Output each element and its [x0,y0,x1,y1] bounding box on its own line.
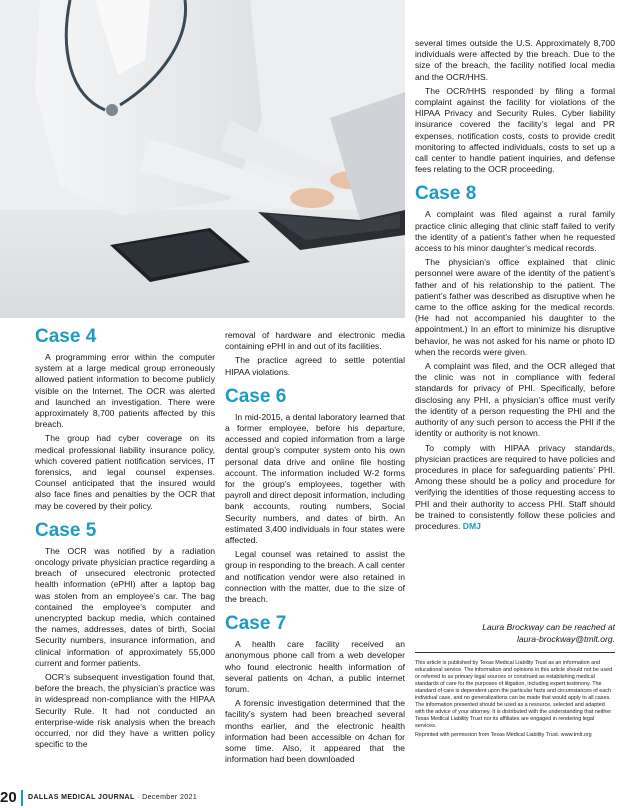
reprint-notice: Reprinted with permission from Texas Medical Liability Trust. www.tmlt.org [415,732,592,738]
case-8-heading: Case 8 [415,183,477,205]
case-7-continued-paragraph-1: several times outside the U.S. Approximately 8,700 individuals were affected by the breach. Due to the size of the breach, the facility notified local media and the OCR/HHS. [415,38,615,82]
author-line-1: Laura Brockway can be reached at [482,622,615,632]
case-7-heading: Case 7 [225,613,287,635]
publication-line [28,792,197,804]
case-5-heading: Case 5 [35,519,97,541]
case-8-paragraph-1: A complaint was filed against a rural family practice clinic alleging that clinic staff failed to verify the identity of a patient’s father when he requested access to his minor daughter’s medical records. [415,209,615,254]
case-7-continued-paragraph-2: The OCR/HHS responded by filing a formal complaint against the facility for violations of the HIPAA Privacy and Security Rules. Cyber liability insurance covered the facility’s legal and PR expenses, notification costs, costs to provide credit monitoring to affected individuals, costs to set up a call center to handle patient inquiries, and defense fees relating to the OCR proceeding. [415,85,615,175]
publication-name: DALLAS MEDICAL JOURNAL [28,794,135,801]
left-column [35,326,215,754]
page-footer [0,788,625,808]
case-5-continued-paragraph-1: removal of hardware and electronic media containing ePHI in and out of its facilities. [225,330,405,352]
disclaimer [415,660,615,741]
footer-separator: · [137,794,140,801]
case-7-paragraph-1: A health care facility received an anonymous phone call from a web developer who found electronic health information of several patients on 4chan, a public internet forum. [225,639,405,695]
right-column [415,38,615,535]
case-5-continued-paragraph-2: The practice agreed to settle potential HIPAA violations. [225,355,405,377]
footer-accent-bar [21,790,23,806]
case-8-paragraph-4 [415,443,615,533]
issue-date: December 2021 [142,794,198,801]
author-contact [415,622,615,645]
end-mark: DMJ [462,520,481,531]
case-4-paragraph-2: The group had cyber coverage on its medical professional liability insurance policy, which covered patient notification services, IT forensics, and legal counsel expenses. Counsel anticipated that the insured would also face fines and penalties by the OCR that may be covered by their policy. [35,433,215,511]
photo-illustration [0,0,405,318]
doctor-laptop-photo [0,0,405,318]
case-4-paragraph-1: A programming error within the computer system at a large medical group erroneously allowed patient information to become publicly visible on the Internet. The OCR was alerted and launched an investigation. There were approximately 8,700 patients affected by this breach. [35,352,215,430]
page-number: 20 [0,789,17,806]
case-7-paragraph-2: A forensic investigation determined that the facility’s system had been breached several months earlier, and the electronic health information had been accessible on 4chan for some time. Also, it appeared that the information had been downloaded [225,698,405,765]
middle-column [225,330,405,769]
case-8-paragraph-4-text: To comply with HIPAA privacy standards, physician practices are required to have policies and procedures in place for safeguarding patients’ PHI. Among these should be a policy and procedure for verifying the identities of those requesting access to PHI and their authority to access PHI. Staff should be trained to consistently follow these policies and procedures. [415,442,615,531]
case-6-paragraph-2: Legal counsel was retained to assist the group in responding to the breach. A call center and notification vendor were also retained in connection with the matter, due to the size of the breach. [225,549,405,605]
case-8-paragraph-2: The physician’s office explained that clinic personnel were aware of the identity of the patient’s father and of his relationship to the patient. The patient’s father was described as disruptive when he came to the office asking for the medical records. (He had not accompanied his daughter to the appointment.) In an effort to minimize his disruptive behavior, he was not asked for his name or photo ID when the records were given. [415,257,615,357]
case-8-paragraph-3: A complaint was filed, and the OCR alleged that the clinic was not in compliance with federal standards for privacy of PHI. Specifically, before disclosing any PHI, a physician’s office must verify the identity of a person requesting the PHI and the authority of any such person to access the PHI if the identity or authority is not known. [415,361,615,439]
case-4-heading: Case 4 [35,326,97,347]
disclaimer-divider [415,652,615,653]
case-5-paragraph-1: The OCR was notified by a radiation oncology private physician practice regarding a breach of unsecured electronic protected health information (ePHI) after a laptop bag was stolen from an employee’s car. The bag contained the employee’s computer and unencrypted backup media, which contained the names, addresses, dates of birth, Social Security numbers, insurance information, and clinical information of approximately 55,000 current and former patients. [35,545,215,668]
disclaimer-text: This article is published by Texas Medical Liability Trust as an information and educational service. The information and opinions in this article should not be used or referred to as primary legal sources or construed as establishing medical standards of care for the purposes of litigation, including expert testimony. The standard of care is dependent upon the particular facts and circumstances of each individual case, and no generalizations can be made that would apply to all cases. The information presented should be used as a resource, selected and adapted with the advice of your attorney. It is distributed with the understanding that neither Texas Medical Liability Trust nor its affiliates are engaged in rendering legal services. [415,660,613,729]
case-6-heading: Case 6 [225,385,287,407]
case-6-paragraph-1: In mid-2015, a dental laboratory learned that a former employee, before his departure, accessed and copied information from a large dental group’s computer system onto his own personal data drive and online file hosting account. The information included W-2 forms for the group’s employees, together with payroll and direct deposit information, including bank accounts, routing numbers, Social Security numbers, and dates of birth. An estimated 3,400 individuals in four states were affected. [225,411,405,546]
author-email[interactable]: laura-brockway@tmlt.org. [516,633,615,644]
case-5-paragraph-2: OCR’s subsequent investigation found that, before the breach, the physician’s practice was in widespread non-compliance with the HIPAA Security Rule. It had not conducted an enterprise-wide risk analysis when the breach occurred, nor did they have a written policy specific to the [35,672,215,750]
